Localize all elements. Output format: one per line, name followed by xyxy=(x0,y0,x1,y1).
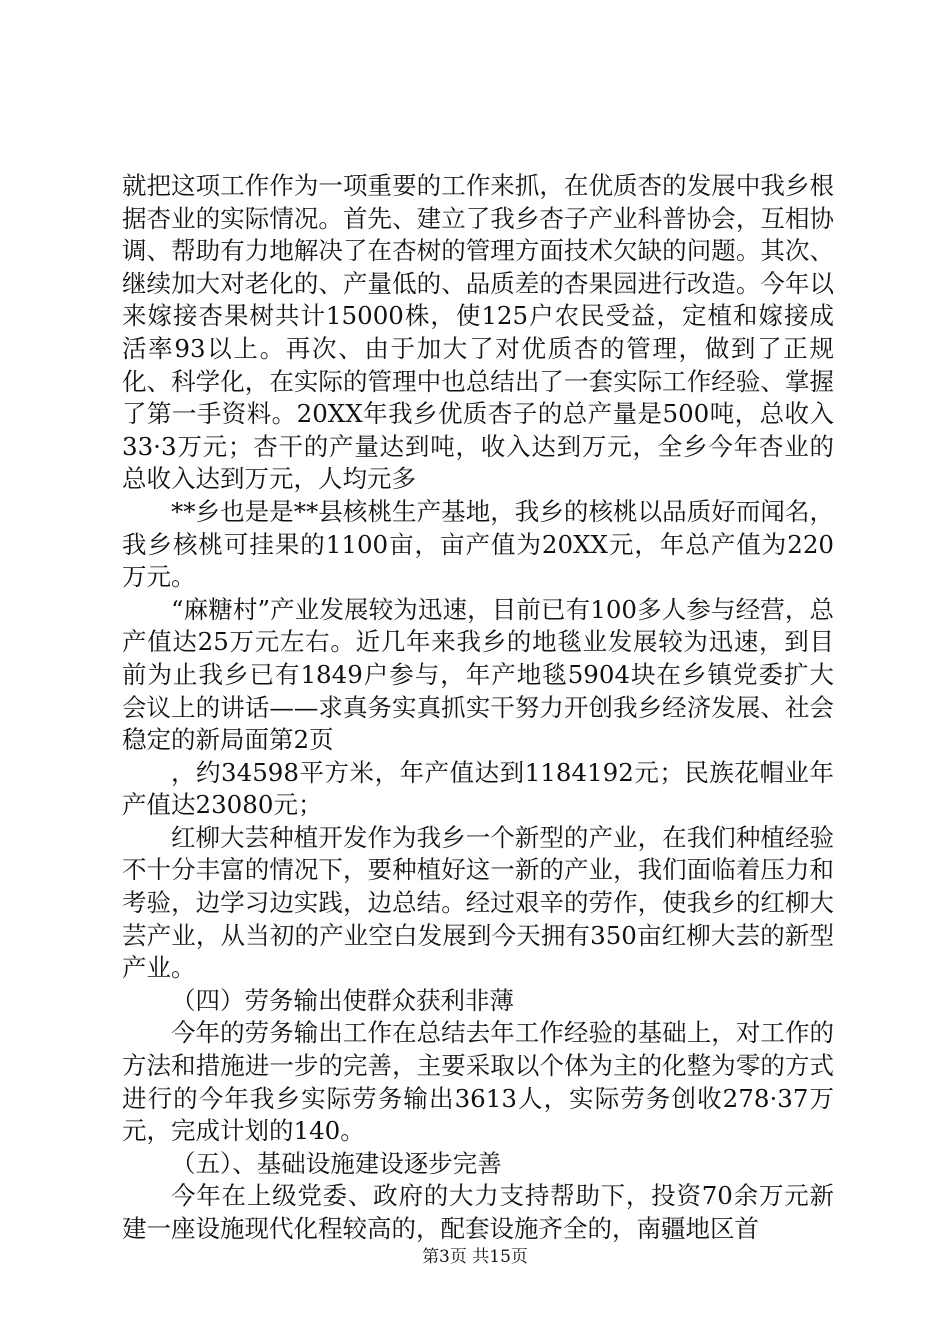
section-heading-labor-export: （四）劳务输出使群众获利非薄 xyxy=(171,985,514,1015)
section-heading-infrastructure: （五）、基础设施建设逐步完善 xyxy=(171,1148,502,1178)
page-footer: 第3页 共15页 xyxy=(422,1247,528,1267)
paragraph-cistanche: 红柳大芸种植开发作为我乡一个新型的产业，在我们种植经验不十分丰富的情况下，要种植好这一新的产业，我们面临着压力和考验，边学习边实践，边总结。经过艰辛的劳作，使我乡的红柳大芸产业，从当初的产业空白发展到今天拥有350亩红柳大芸的新型产业。 xyxy=(122,822,834,983)
paragraph-labor-export: 今年的劳务输出工作在总结去年工作经验的基础上，对工作的方法和措施进一步的完善，主要采取以个体为主的化整为零的方式进行的今年我乡实际劳务输出3613人，实际劳务创收278·37万元，完成计划的140。 xyxy=(122,1018,834,1146)
body-text xyxy=(122,170,834,1246)
paragraph-carpet: “麻糖村”产业发展较为迅速，目前已有100多人参与经营，总产值达25万元左右。近几年来我乡的地毯业发展较为迅速，到目前为止我乡已有1849户参与，年产地毯5904块在乡镇党委扩大会议上的讲话——求真务实真抓实干努力开创我乡经济发展、社会稳定的新局面第2页 xyxy=(122,594,834,755)
paragraph-hat-industry: ，约34598平方米，年产值达到1184192元；民族花帽业年产值达23080元； xyxy=(122,757,834,820)
paragraph-walnut: **乡也是是**县核桃生产基地，我乡的核桃以品质好而闻名，我乡核桃可挂果的1100亩，亩产值为20XX元，年总产值为220万元。 xyxy=(122,496,834,592)
paragraph-infrastructure: 今年在上级党委、政府的大力支持帮助下，投资70余万元新建一座设施现代化程较高的，配套设施齐全的，南疆地区首 xyxy=(122,1181,834,1243)
paragraph-apricot-continued: 就把这项工作作为一项重要的工作来抓，在优质杏的发展中我乡根据杏业的实际情况。首先、建立了我乡杏子产业科普协会，互相协调、帮助有力地解决了在杏树的管理方面技术欠缺的问题。其次、继续加大对老化的、产量低的、品质差的杏果园进行改造。今年以来嫁接杏果树共计15000株，使125户农民受益，定植和嫁接成活率93以上。再次、由于加大了对优质杏的管理，做到了正规化、科学化，在实际的管理中也总结出了一套实际工作经验、掌握了第一手资料。20XX年我乡优质杏子的总产量是500吨，总收入33·3万元；杏干的产量达到吨，收入达到万元，全乡今年杏业的总收入达到万元，人均元多 xyxy=(122,171,834,494)
